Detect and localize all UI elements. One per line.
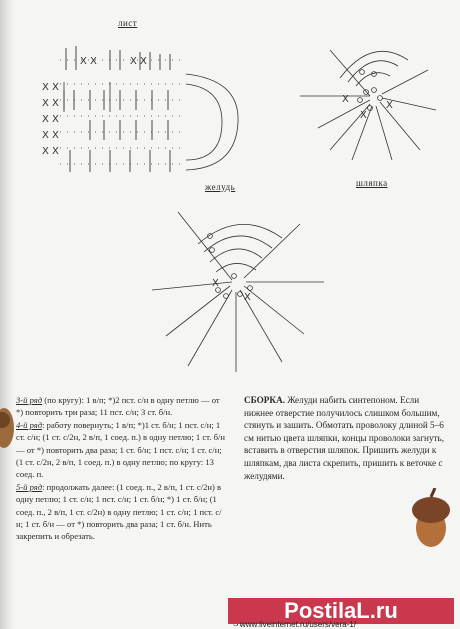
svg-text:X X: X X xyxy=(42,114,59,125)
cap-label: шляпка xyxy=(356,178,388,188)
svg-text:X X: X X xyxy=(42,82,59,93)
assembly-text: Желуди набить синтепоном. Если нижнее отверстие получилось слишком большим, стянуть и зашить. Обмотать проволоку длиной 5–6 см нитью цвета шляпки, концы проволоки загнуть, вставить в отверстия шляпок. Пришить желуди к шляпкам, два листа скрепить, пришить к веточке с желудями. xyxy=(244,395,445,481)
row-3-label: 3-й ряд xyxy=(16,395,43,405)
assembly-instructions xyxy=(244,394,449,482)
acorn-label: желудь xyxy=(205,182,236,192)
row-4-text: : работу повернуть; 1 в/п; *)1 ст. б/н; 1 пст. с/н; 1 ст. с/н; (1 ст. с/2н, 2 в/п, 1 соед. п.) в одну петлю; 1 ст. б/н — от *) повторить два раза; 1 ст. б/н; 1 пст. с/н; 1 ст. с/н; (1 ст. с/2н, 2 в/п, 1 соед. п.) в одну петлю; по кругу: 13 соед. п. xyxy=(16,419,225,480)
row-3-text: (по кругу): 1 в/п; *)2 пст. с/н в одну петлю — от *) повторить три раза; 11 пст. с/н; 3 ст. б/н. xyxy=(16,395,220,418)
acorn-photo-left xyxy=(0,398,16,458)
svg-text:X: X xyxy=(244,292,251,303)
row-5 xyxy=(16,481,226,543)
row-3 xyxy=(16,394,226,419)
watermark-url[interactable]: www.liveinternet.ru/users/vera-1/ xyxy=(240,620,357,629)
watermark-logo: PostilaL.ru xyxy=(228,598,454,624)
svg-text:X: X xyxy=(360,110,367,121)
row-5-text: : продолжать далее: (1 соед. п., 2 в/п, 1 ст. с/2н) в одну петлю; 1 ст. с/н; 1 пст. с/н; 1 ст. б/н; *) 1 ст. б/н; (1 соед. п., 2 в/п, 1 ст. с/2н) в одну петлю; 1 ст. с/н; 1 пст. с/н; 1 ст. б/н — от *) повторить два раза; 1 ст. б/н. Нить закрепить и обрезать. xyxy=(16,481,222,542)
svg-text:X X: X X xyxy=(42,130,59,141)
svg-text:X X: X X xyxy=(42,98,59,109)
row-5-label: 5-й ряд xyxy=(16,481,43,492)
svg-text:X: X xyxy=(212,278,219,289)
acorn-photo xyxy=(408,488,454,550)
assembly-heading: СБОРКА. xyxy=(244,395,285,405)
svg-text:X: X xyxy=(342,94,349,105)
cap-diagram xyxy=(300,50,436,160)
svg-text:X X: X X xyxy=(42,146,59,157)
row-4-label: 4-й ряд xyxy=(16,419,43,430)
leaf-label: лист xyxy=(118,18,138,28)
acorn-diagram xyxy=(152,212,324,372)
row-4 xyxy=(16,419,226,481)
svg-text:X X: X X xyxy=(130,56,147,67)
svg-text:X X: X X xyxy=(80,56,97,67)
svg-text:X: X xyxy=(386,100,393,111)
rows-instructions xyxy=(16,394,226,543)
